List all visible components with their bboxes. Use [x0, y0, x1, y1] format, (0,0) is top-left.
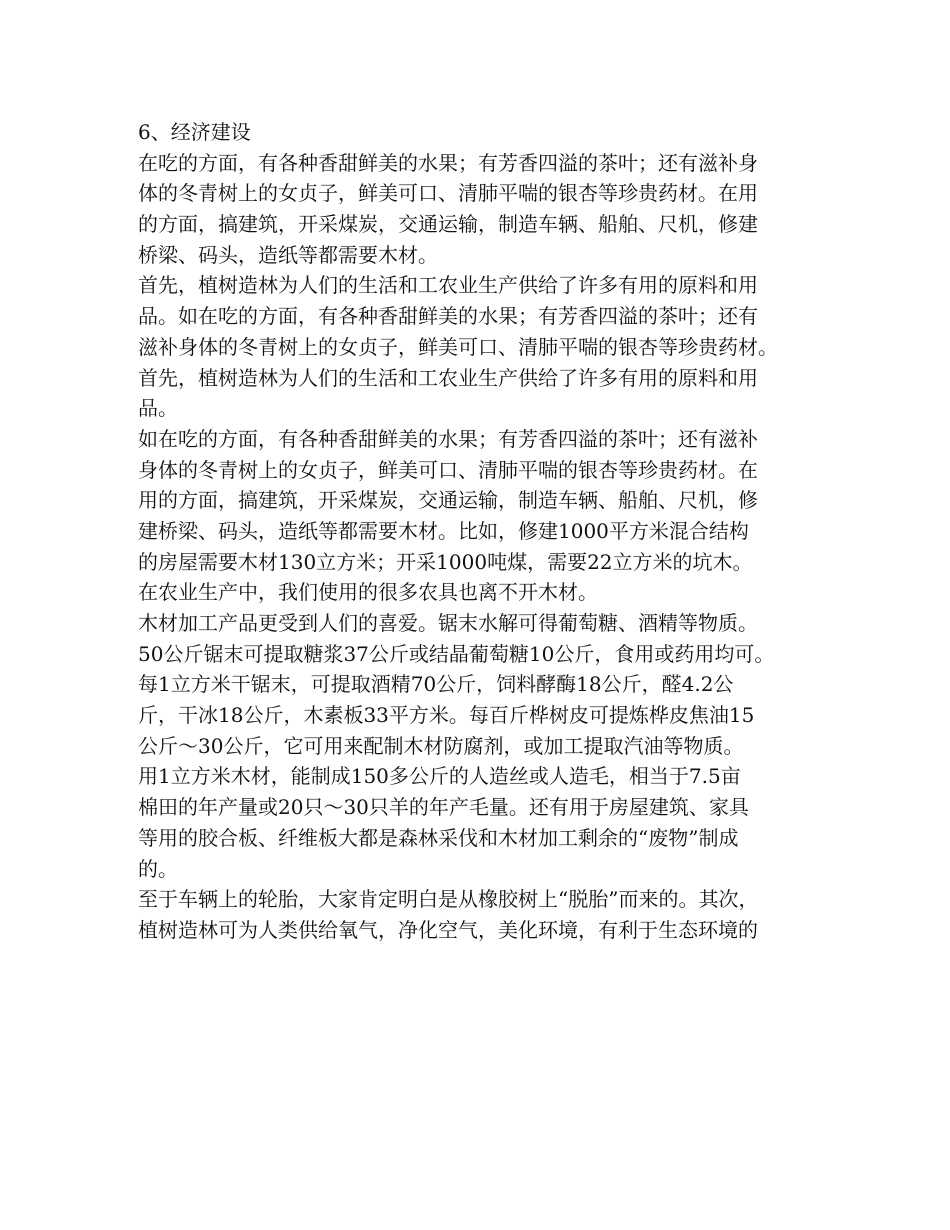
text-line: 斤，干冰18公斤，木素板33平方米。每百斤桦树皮可提炼桦皮焦油15	[138, 703, 755, 728]
text-line: 身体的冬青树上的女贞子，鲜美可口、清肺平喘的银杏等珍贵药材。在	[138, 457, 758, 482]
text-line: 50公斤锯末可提取糖浆37公斤或结晶葡萄糖10公斤，食用或药用均可。	[138, 641, 775, 666]
text-line: 体的冬青树上的女贞子，鲜美可口、清肺平喘的银杏等珍贵药材。在用	[138, 181, 758, 206]
text-line: 每1立方米干锯末，可提取酒精70公斤，饲料酵酶18公斤，醛4.2公	[138, 672, 734, 697]
text-line: 如在吃的方面，有各种香甜鲜美的水果；有芳香四溢的茶叶；还有滋补	[138, 426, 758, 451]
text-line: 的方面，搞建筑，开采煤炭，交通运输，制造车辆、船舶、尺机，修建	[138, 212, 758, 237]
text-line: 首先，植树造林为人们的生活和工农业生产供给了许多有用的原料和用	[138, 273, 758, 298]
text-line: 植树造林可为人类供给氧气，净化空气，美化环境，有利于生态环境的	[138, 917, 758, 942]
text-line: 品。如在吃的方面，有各种香甜鲜美的水果；有芳香四溢的茶叶；还有	[138, 304, 758, 329]
document-body	[138, 117, 818, 946]
text-line: 至于车辆上的轮胎，大家肯定明白是从橡胶树上“脱胎”而来的。其次，	[138, 887, 759, 912]
section-heading: 6、经济建设	[138, 120, 251, 144]
text-line: 用的方面，搞建筑，开采煤炭，交通运输，制造车辆、船舶、尺机，修	[138, 488, 758, 513]
text-line: 木材加工产品更受到人们的喜爱。锯末水解可得葡萄糖、酒精等物质。	[138, 611, 758, 635]
text-line: 桥梁、码头，造纸等都需要木材。	[138, 242, 438, 267]
text-line: 的房屋需要木材130立方米；开采1000吨煤，需要22立方米的坑木。	[138, 549, 753, 574]
text-line: 用1立方米木材，能制成150多公斤的人造丝或人造毛，相当于7.5亩	[138, 764, 741, 789]
text-line: 在吃的方面，有各种香甜鲜美的水果；有芳香四溢的茶叶；还有滋补身	[138, 150, 758, 175]
text-line: 滋补身体的冬青树上的女贞子，鲜美可口、清肺平喘的银杏等珍贵药材。	[138, 334, 778, 359]
text-line: 的。	[138, 856, 178, 881]
text-line: 等用的胶合板、纤维板大都是森林采伐和木材加工剩余的“废物”制成	[138, 825, 739, 850]
text-line: 首先，植树造林为人们的生活和工农业生产供给了许多有用的原料和用	[138, 365, 758, 390]
text-line: 品。	[138, 396, 178, 421]
text-line: 建桥梁、码头，造纸等都需要木材。比如，修建1000平方米混合结构	[138, 518, 749, 543]
text-line: 公斤～30公斤，它可用来配制木材防腐剂，或加工提取汽油等物质。	[138, 733, 744, 758]
text-line: 棉田的年产量或20只～30只羊的年产毛量。还有用于房屋建筑、家具	[138, 795, 749, 820]
text-line: 在农业生产中，我们使用的很多农具也离不开木材。	[138, 580, 598, 605]
